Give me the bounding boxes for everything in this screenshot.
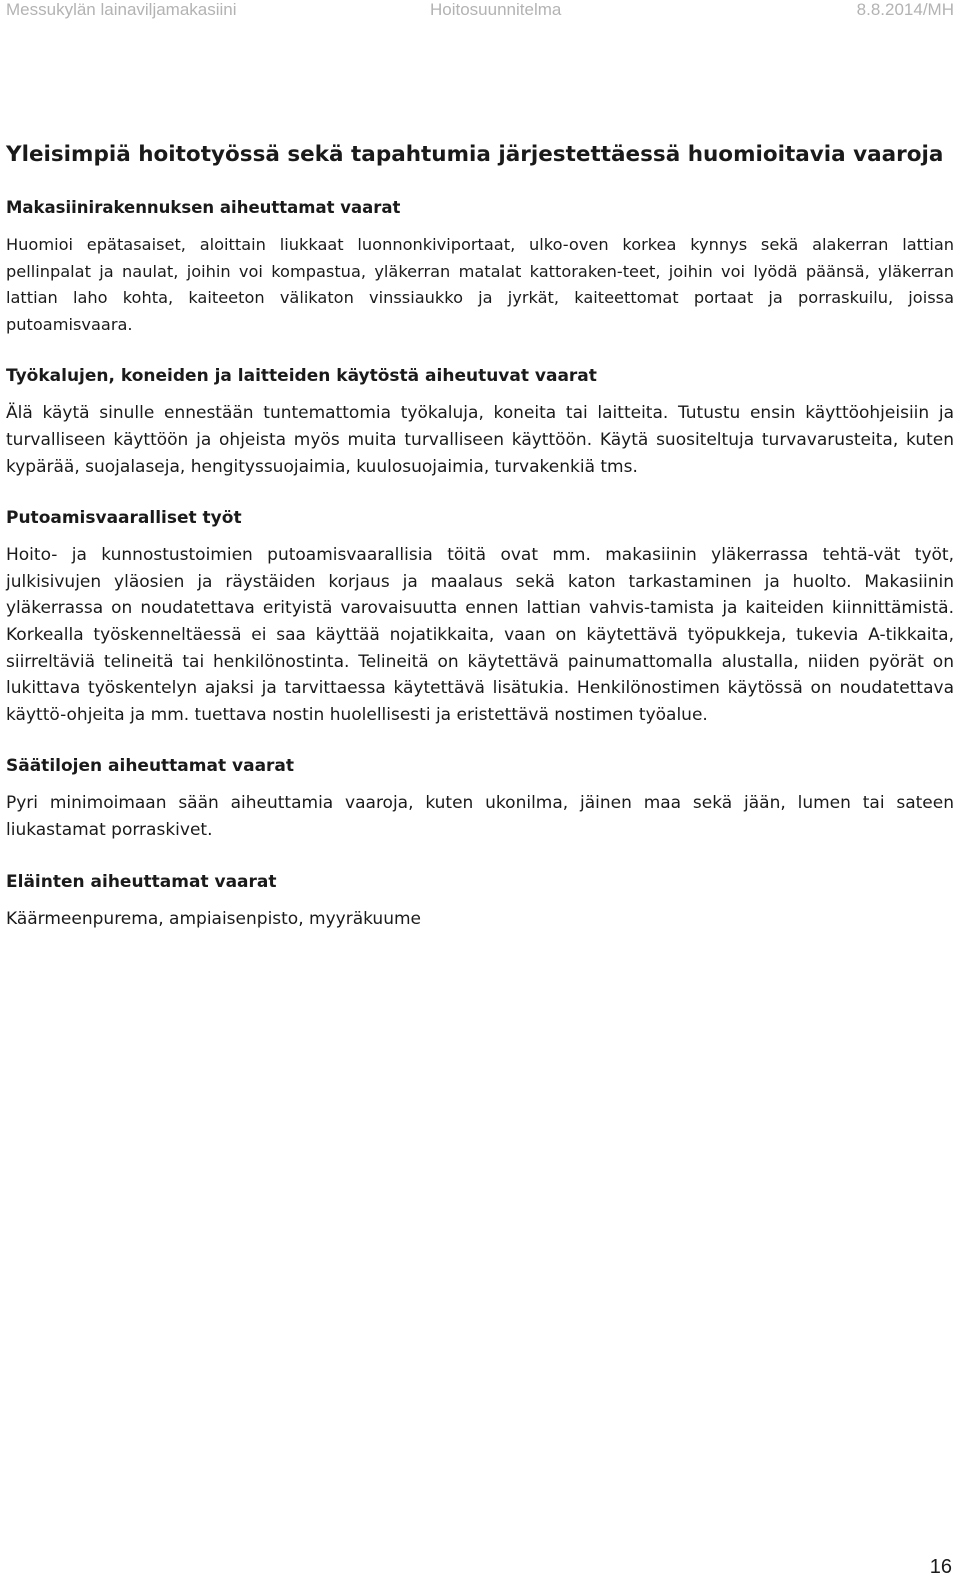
- section-heading: Työkalujen, koneiden ja laitteiden käytöstä aiheutuvat vaarat: [6, 366, 597, 387]
- section-building-hazards: [6, 196, 954, 338]
- main-title: Yleisimpiä hoitotyössä sekä tapahtumia järjestettäessä huomioitavia vaaroja: [6, 142, 944, 167]
- header-document-owner: Messukylän lainaviljamakasiini: [6, 0, 237, 19]
- section-body: Käärmeenpurema, ampiaisenpisto, myyräkuume: [6, 908, 421, 929]
- section-animal-hazards: [6, 870, 954, 933]
- section-body: Hoito- ja kunnostustoimien putoamisvaarallisia töitä ovat mm. makasiinin yläkerrassa tehtä-vät työt, julkisivujen yläosien ja räystäiden korjaus ja maalaus sekä katon tarkastaminen ja huolto. Makasiinin yläkerrassa on noudatettava erityistä varovaisuutta ennen lattian vahvis-tamista ja kaiteiden kiinnittämistä. Korkealla työskenneltäessä ei saa käyttää nojatikkaita, vaan on käytettävä työpukkeja, tukevia A-tikkaita, siirreltäviä telineitä tai henkilönostinta. Telineitä on käytettävä painumattomalla alustalla, niiden pyörät on lukittava työskentelyn ajaksi ja tarvittaessa käytettävä lisätukia. Henkilönostimen käytössä on noudatettava käyttö-ohjeita ja mm. tuettava nostin huolellisesti ja eristettävä nostimen työalue.: [6, 545, 954, 725]
- section-body: Huomioi epätasaiset, aloittain liukkaat luonnonkiviportaat, ulko-oven korkea kynnys sekä alakerran lattian pellinpalat ja naulat, joihin voi kompastua, yläkerran matalat kattoraken-teet, joihin voi lyödä päänsä, yläkerran lattian laho kohta, kaiteeton välikaton vinssiaukko ja jyrkät, kaiteettomat portaat ja porraskuilu, joissa putoamisvaara.: [6, 235, 954, 334]
- page-number: 16: [929, 1556, 952, 1578]
- section-tool-hazards: [6, 364, 954, 480]
- section-heading: Säätilojen aiheuttamat vaarat: [6, 756, 295, 777]
- section-heading: Putoamisvaaralliset työt: [6, 508, 242, 529]
- section-heading: Eläinten aiheuttamat vaarat: [6, 871, 277, 892]
- section-body: Älä käytä sinulle ennestään tuntemattomia työkaluja, koneita tai laitteita. Tutustu ensin käyttöohjeisiin ja turvalliseen käyttöön ja ohjeista myös muita turvalliseen käyttöön. Käytä suositeltuja turvavarusteita, kuten kypärää, suojalaseja, hengityssuojaimia, kuulosuojaimia, turvakenkiä tms.: [6, 403, 954, 477]
- header-date-author: 8.8.2014/MH: [856, 0, 954, 19]
- page-header: [0, 0, 960, 24]
- header-document-title: Hoitosuunnitelma: [430, 0, 562, 19]
- page-content: [6, 140, 954, 958]
- section-body: Pyri minimoimaan sään aiheuttamia vaaroja, kuten ukonilma, jäinen maa sekä jään, lumen tai sateen liukastamat porraskivet.: [6, 793, 954, 840]
- section-weather-hazards: [6, 754, 954, 843]
- section-fall-hazards: [6, 506, 954, 728]
- section-heading: Makasiinirakennuksen aiheuttamat vaarat: [6, 198, 401, 217]
